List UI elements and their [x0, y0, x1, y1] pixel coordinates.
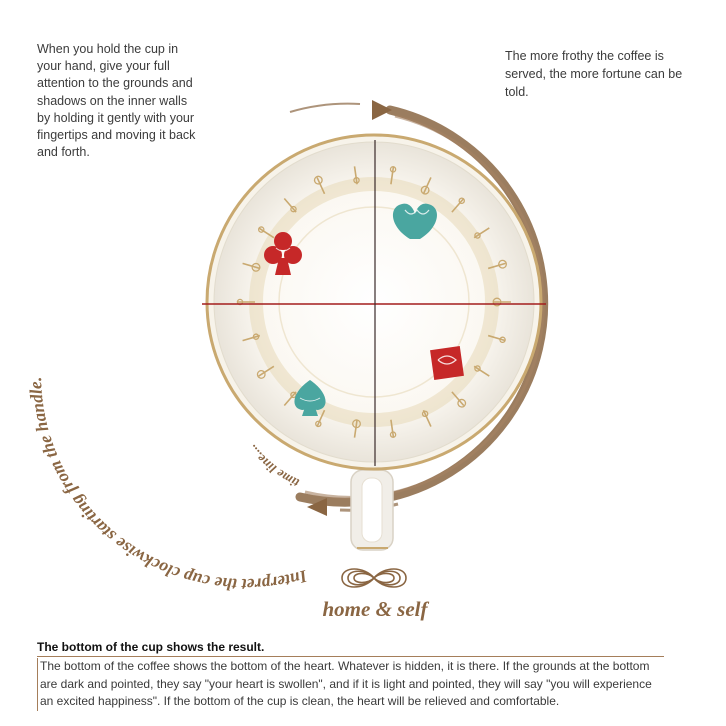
ring-inner-text: time line....	[244, 441, 302, 491]
right-note: The more frothy the coffee is served, the more fortune can be told.	[505, 49, 683, 99]
divider	[37, 656, 664, 657]
home-self-label: home & self	[322, 597, 428, 621]
arrow-icon	[372, 100, 392, 120]
infinity-icon	[342, 569, 406, 587]
diamond-symbol	[430, 346, 464, 380]
bottom-title: The bottom of the cup shows the result.	[37, 640, 265, 654]
left-note: When you hold the cup in your hand, give your full attention to the grounds and shadows on the inner walls by holding it gently with your fingertips and moving it back and forth.	[37, 42, 196, 160]
bottom-body: The bottom of the coffee shows the bottom of the heart. Whatever is hidden, it is there. If the grounds at the bottom are dark and pointed, they say "your heart is swollen", and if it is light and pointed, they will say "you will experience an excited happiness". If the bottom of the cup is clean, the heart will be relieved and comfortable.	[37, 658, 667, 711]
ring-outer-text: Interpret the cup clockwise starting from the handle.	[25, 376, 310, 596]
cup-handle	[351, 470, 393, 550]
cup-bowl	[207, 135, 541, 469]
